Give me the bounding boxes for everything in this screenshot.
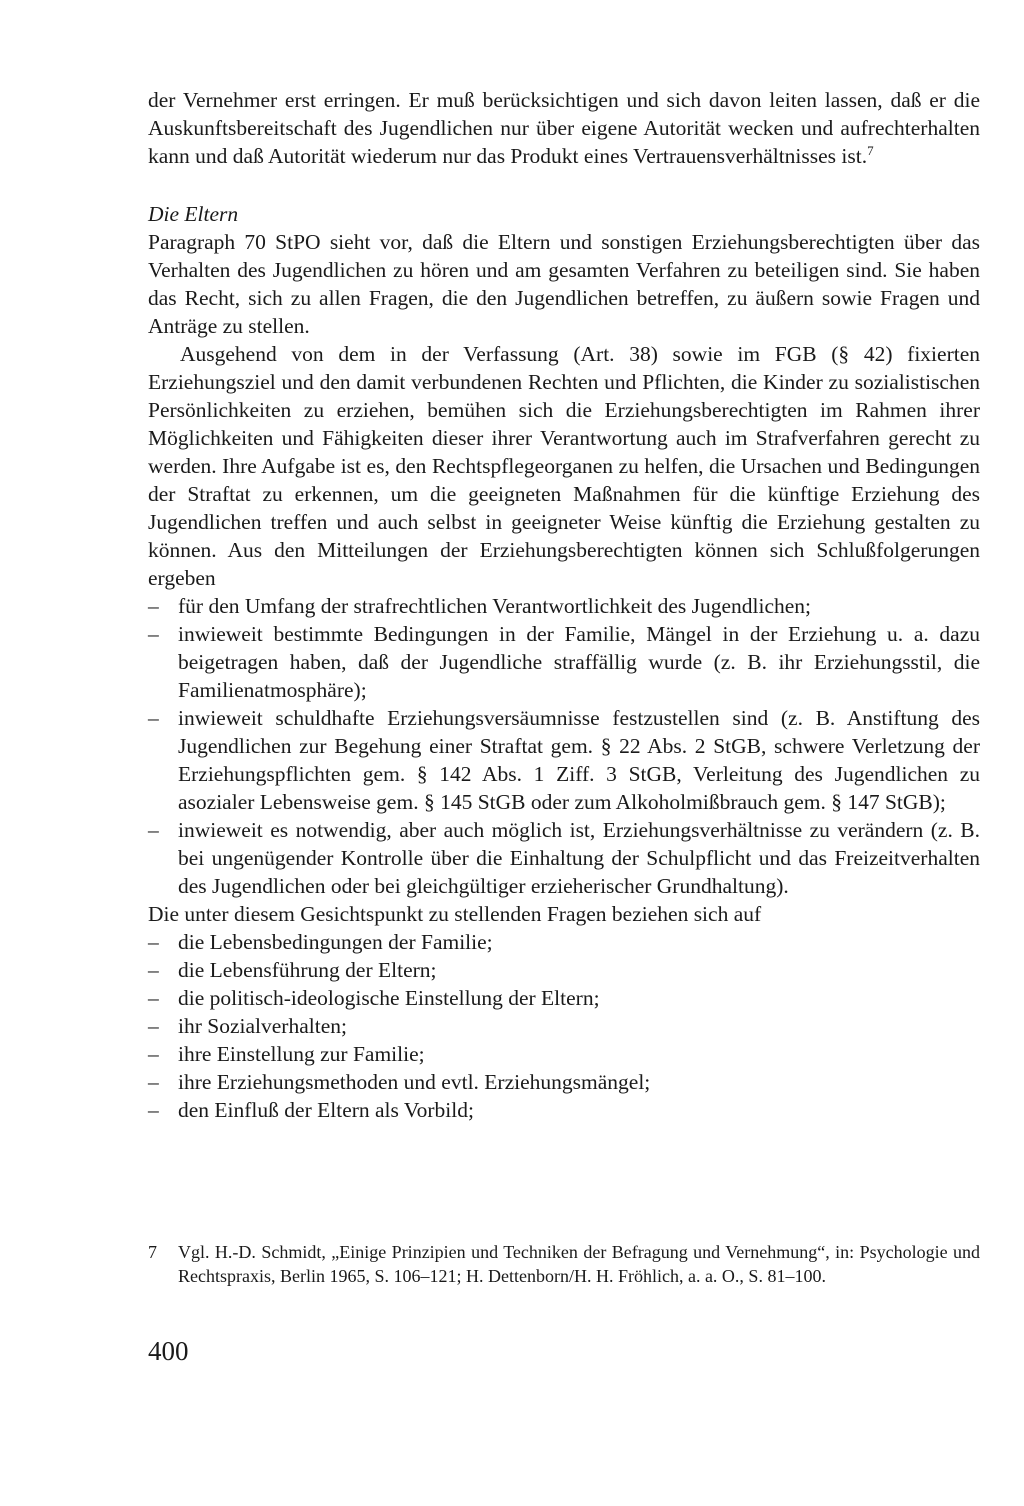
list-item: – inwieweit es notwendig, aber auch möglich ist, Erziehungsverhältnisse zu verändern (z. B. bei ungenügender Kontrolle über die Einhaltung der Schulpflicht und das Freizeitverhalten des Jugendlichen oder bei gleichgültiger erzieherischer Grundhaltung).: [148, 816, 980, 900]
questions-list: [148, 928, 980, 1124]
body-text: [148, 86, 980, 1124]
list-item: – für den Umfang der strafrechtlichen Verantwortlichkeit des Jugendlichen;: [148, 592, 980, 620]
list-item: – ihre Einstellung zur Familie;: [148, 1040, 980, 1068]
intro-paragraph: [148, 86, 980, 170]
paragraph-2: Ausgehend von dem in der Verfassung (Art. 38) sowie im FGB (§ 42) fixierten Erziehungsziel und den damit verbundenen Rechten und Pflichten, die Kinder zu sozialistischen Persönlichkeiten zu erziehen, bemühen sich die Erziehungsberechtigten im Rahmen ihrer Möglichkeiten und Fähigkeiten dieser ihrer Verantwortung auch im Strafverfahren gerecht zu werden. Ihre Aufgabe ist es, den Rechtspflegeorganen zu helfen, die Ursachen und Bedingungen der Straftat zu erkennen, um die geeigneten Maßnahmen für die künftige Erziehung des Jugendlichen treffen und auch selbst in geeigneter Weise künftig die Erziehung gestalten zu können. Aus den Mitteilungen der Erziehungsberechtigten können sich Schlußfolgerungen ergeben: [148, 342, 980, 590]
list-item: – inwieweit schuldhafte Erziehungsversäumnisse festzustellen sind (z. B. Anstiftung des Jugendlichen zur Begehung einer Straftat gem. § 22 Abs. 2 StGB, schwere Verletzung der Erziehungspflichten gem. § 142 Abs. 1 Ziff. 3 StGB, Verleitung des Jugendlichen zu asozialer Lebensweise gem. § 145 StGB oder zum Alkoholmißbrauch gem. § 147 StGB);: [148, 704, 980, 816]
list-item: – inwieweit bestimmte Bedingungen in der Familie, Mängel in der Erziehung u. a. dazu beigetragen haben, daß der Jugendliche straffällig wurde (z. B. ihr Erziehungsstil, die Familienatmosphäre);: [148, 620, 980, 704]
intro-text: der Vernehmer erst erringen. Er muß berücksichtigen und sich davon leiten lassen, daß er die Auskunftsbereitschaft des Jugendlichen nur über eigene Autorität wecken und aufrechterhalten kann und daß Autorität wiederum nur das Produkt eines Vertrauensverhältnisses ist.: [148, 88, 980, 168]
list-item: – den Einfluß der Eltern als Vorbild;: [148, 1096, 980, 1124]
paragraph-1: Paragraph 70 StPO sieht vor, daß die Eltern und sonstigen Erziehungsberechtigten über das Verhalten des Jugendlichen zu hören und am gesamten Verfahren zu beteiligen sind. Sie haben das Recht, sich zu allen Fragen, die den Jugendlichen betreffen, zu äußern sowie Fragen und Anträge zu stellen.: [148, 230, 980, 338]
footnote: [148, 1240, 980, 1288]
list-item: – die politisch-ideologische Einstellung der Eltern;: [148, 984, 980, 1012]
list-item: – die Lebensführung der Eltern;: [148, 956, 980, 984]
list-item: – die Lebensbedingungen der Familie;: [148, 928, 980, 956]
conclusions-list: [148, 592, 980, 900]
footnote-number: 7: [148, 1242, 157, 1262]
list-item: – ihre Erziehungsmethoden und evtl. Erziehungsmängel;: [148, 1068, 980, 1096]
footnote-ref: 7: [867, 142, 874, 158]
page-number: 400: [148, 1336, 189, 1366]
section-heading: Die Eltern: [148, 202, 239, 226]
list-item: – ihr Sozialverhalten;: [148, 1012, 980, 1040]
paragraph-3: Die unter diesem Gesichtspunkt zu stellenden Fragen beziehen sich auf: [148, 902, 762, 926]
footnote-text: Vgl. H.-D. Schmidt, „Einige Prinzipien und Techniken der Befragung und Vernehmung“, in: Psychologie und Rechtspraxis, Berlin 1965, S. 106–121; H. Dettenborn/H. H. Fröhlich, a. a. O., S. 81–100.: [178, 1242, 980, 1286]
